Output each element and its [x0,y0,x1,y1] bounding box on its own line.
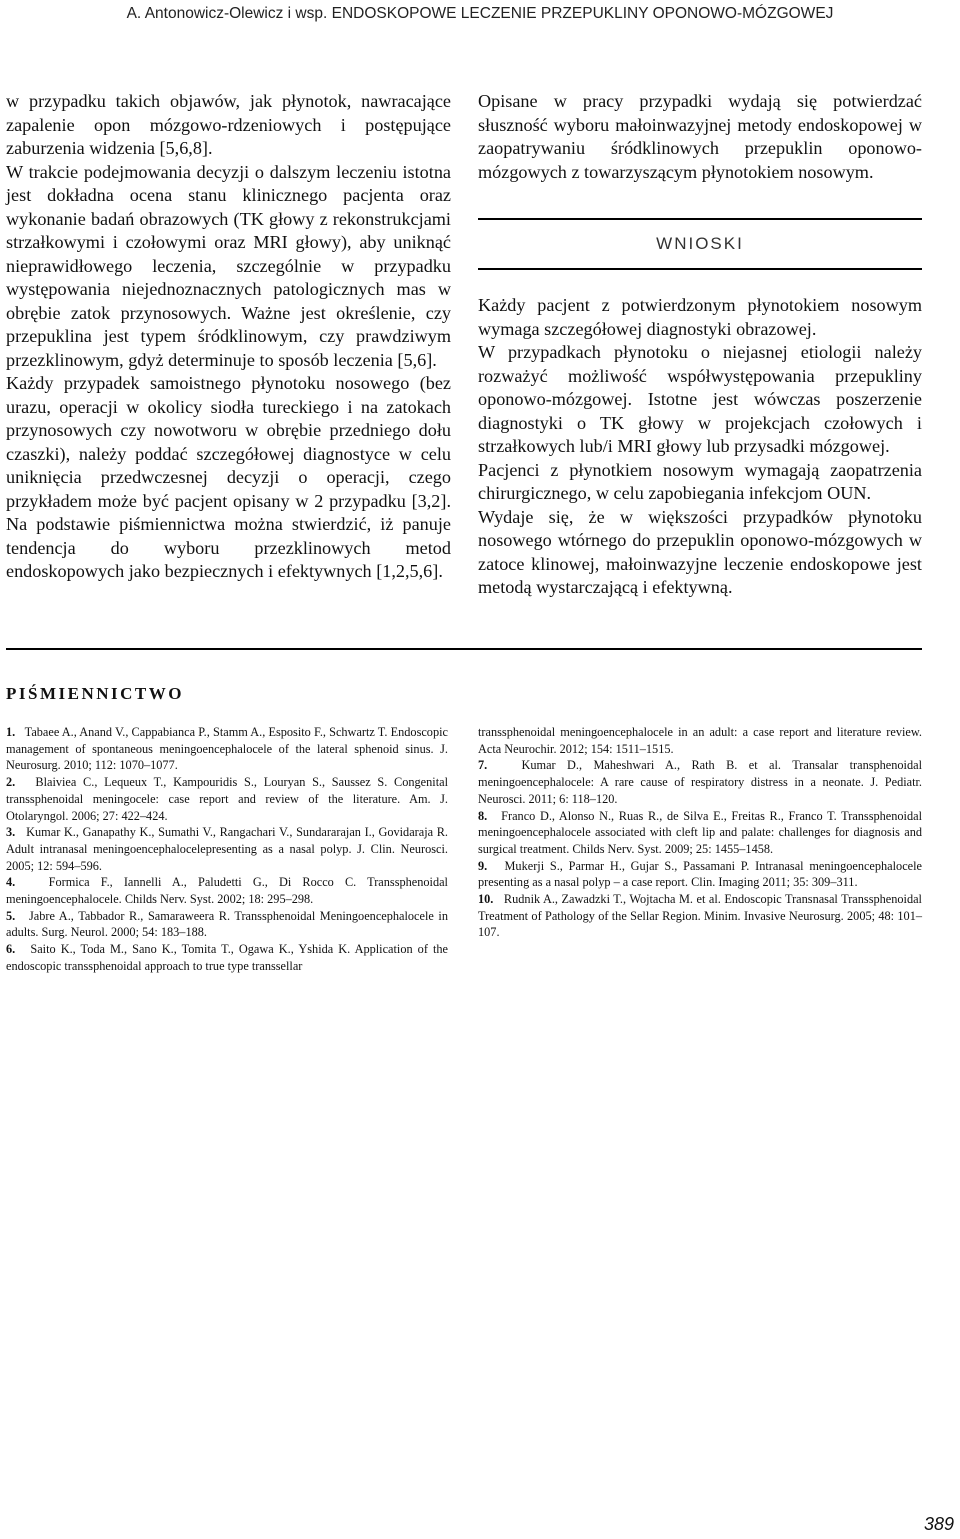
conclusion-paragraph: Wydaje się, że w większości przypadków płynotoku nosowego wtórnego do przepuklin oponowo-mózgowych w zatoce klinowej, małoinwazyjne leczenie endoskopowe jest metodą wystarczającą i efektywną. [478,506,922,597]
references-right-column [478,724,922,941]
reference-item: 4. Formica F., Iannelli A., Paludetti G., Di Rocco C. Transsphenoidal meningoencephalocele. Childs Nerv. Syst. 2002; 18: 295–298. [6,875,448,907]
reference-item: 9. Mukerji S., Parmar H., Gujar S., Passamani P. Intranasal meningoencephalocele presenting as a nasal polyp – a case report. Clin. Imaging 2011; 35: 309–311. [478,858,922,890]
reference-item: 5. Jabre A., Tabbador R., Samaraweera R. Transsphenoidal Meningoencephalocele in adults. Surg. Neurol. 2000; 54: 183–188. [6,908,448,940]
reference-item: 6. Saito K., Toda M., Sano K., Tomita T., Ogawa K., Yshida K. Application of the endoscopic transsphenoidal approach to true type transsellar [6,942,448,973]
references-left-column [6,724,448,975]
reference-item: 8. Franco D., Alonso N., Ruas R., de Silva E., Freitas R., Franco T. Transsphenoidal meningoencephalocele associated with cleft lip and palate: challenges for diagnosis and surgical treatment. Childs Nerv. Syst. 2009; 25: 1455–1458. [478,808,922,856]
reference-item: 10. Rudnik A., Zawadzki T., Wojtacha M. et al. Endoscopic Transnasal Transsphenoidal Treatment of Pathology of the Sellar Region. Minim. Invasive Neurosurg. 2005; 48: 101–107. [478,892,922,940]
discussion-closing-paragraph: Opisane w pracy przypadki wydają się potwierdzać słuszność wyboru małoinwazyjnej metody endoskopowej w zaopatrywaniu śródklinowych przepuklin oponowo-mózgowych z towarzyszącym płynotokiem nosowym. [478,91,922,182]
body-paragraph: Każdy przypadek samoistnego płynotoku nosowego (bez urazu, operacji w okolicy siodła tureckiego i na zatokach przynosowych czy nowotworu w obrębie przedniego dołu czaszki), należy poddać szczegółowej diagnostyce w celu uniknięcia przedwczesnej decyzji o operacji, czego przykładem może być pacjent opisany w 2 przypadku [3,2]. Na podstawie piśmiennictwa można stwierdzić, iż panuje tendencja do wyboru przezklinowych metod endoskopowych jako bezpiecznych i efektywnych [1,2,5,6]. [6,373,451,581]
page-number: 389 [924,1514,955,1534]
reference-item: 2. Blaiviea C., Lequeux T., Kampouridis S., Louryan S., Saussez S. Congenital transsphenoidal meningocele: case report and review of the literature. Am. J. Otolaryngol. 2006; 27: 422–424. [6,775,448,823]
right-column [478,90,922,600]
section-heading-conclusions: WNIOSKI [478,218,922,270]
reference-item: 3. Kumar K., Ganapathy K., Sumathi V., Rangachari V., Sundararajan I., Govidaraja R. Adult intranasal meningoencephalocelepresenting as a nasal polyp. J. Clin. Neurosci. 2005; 12: 594–596. [6,825,448,873]
body-paragraph: W trakcie podejmowania decyzji o dalszym leczeniu istotna jest dokładna ocena stanu klinicznego pacjenta oraz wykonanie badań obrazowych (TK głowy z rekonstrukcjami strzałkowymi i czołowymi oraz MRI głowy), aby uniknąć nieprawidłowego leczenia, szczególnie w przypadku występowania niejednoznacznych patologicznych mas w obrębie zatok przynosowych. Ważne jest określenie, czy przepuklina jest typem śródklinowym, czy prawdziwym przezklinowym, gdyż determinuje to sposób leczenia [5,6]. [6,161,451,370]
conclusion-paragraph: Każdy pacjent z potwierdzonym płynotokiem nosowym wymaga szczegółowej diagnostyki obrazowej. [478,295,922,339]
section-divider [6,648,922,650]
body-paragraph: w przypadku takich objawów, jak płynotok, nawracające zapalenie opon mózgowo-rdzeniowych i postępujące zaburzenia widzenia [5,6,8]. [6,91,451,158]
conclusion-paragraph: W przypadkach płynotoku o niejasnej etiologii należy rozważyć możliwość współwystępowania przepukliny oponowo-mózgowej. Istotne jest wówczas poszerzenie diagnostyki o TK głowy w projekcjach czołowych i strzałkowych lub/i MRI głowy lub przysadki mózgowej. [478,342,922,456]
running-head: A. Antonowicz-Olewicz i wsp. ENDOSKOPOWE LECZENIE PRZEPUKLINY OPONOWO-MÓZGOWEJ [126,5,834,22]
references-heading: PIŚMIENNICTWO [6,684,184,703]
reference-item: 1. Tabaee A., Anand V., Cappabianca P., Stamm A., Esposito F., Schwartz T. Endoscopic management of spontaneous meningoencephalocele of the lateral sphenoid sinus. J. Neurosurg. 2010; 112: 1070–1077. [6,725,448,773]
reference-item: 7. Kumar D., Maheshwari A., Rath B. et al. Transalar transphenoidal meningoencephalocele: A rare cause of respiratory distress in a neonate. J. Pediatr. Neurosci. 2011; 6: 118–120. [478,758,922,806]
reference-continuation: transsphenoidal meningoencephalocele in an adult: a case report and literature review. Acta Neurochir. 2012; 154: 1511–1515. [478,725,922,756]
conclusion-paragraph: Pacjenci z płynotkiem nosowym wymagają zaopatrzenia chirurgicznego, w celu zapobiegania infekcjom OUN. [478,459,922,503]
left-column [6,90,451,584]
